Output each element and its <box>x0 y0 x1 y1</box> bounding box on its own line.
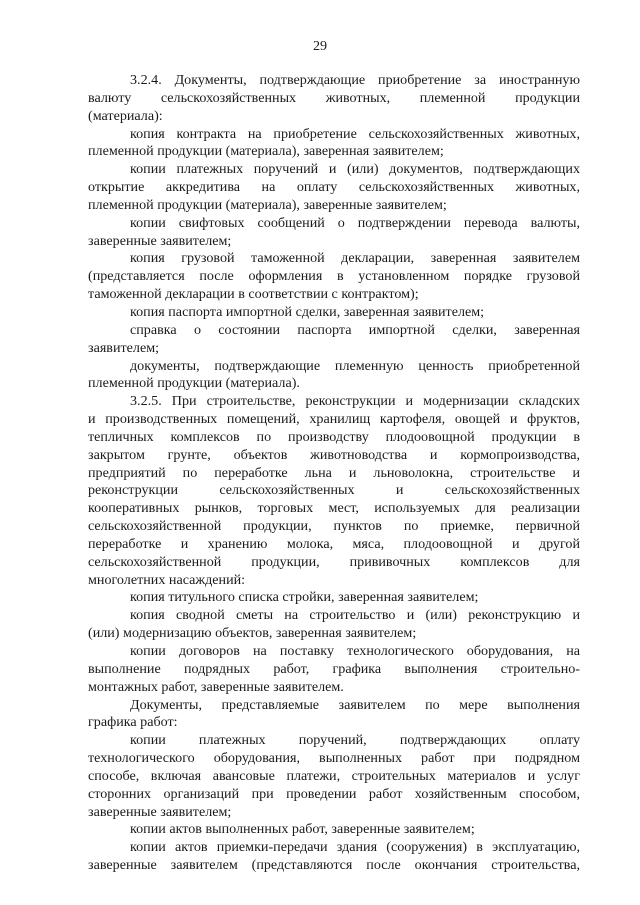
list-item <box>88 161 580 215</box>
text-line: таможенной декларации в соответствии с контрактом); <box>88 286 419 303</box>
page-number: 29 <box>312 38 328 54</box>
text-line: монтажных работ, заверенные заявителем. <box>88 678 344 695</box>
text-line: реконструкции сельскохозяйственных и сельскохозяйственных <box>88 482 580 499</box>
text-line: сторонних организаций при проведении работ хозяйственным способом, <box>88 785 580 802</box>
text-line: копия титульного списка стройки, заверенная заявителем; <box>130 589 479 606</box>
text-line: способе, включая авансовые платежи, строительных материалов и услуг <box>88 767 580 784</box>
paragraph <box>88 72 580 126</box>
text-line: многолетних насаждений: <box>88 571 246 588</box>
text-line: Документы, представляемые заявителем по мере выполнения <box>130 696 580 713</box>
text-line: копия сводной сметы на строительство и (или) реконструкцию и <box>130 607 580 624</box>
text-line: 3.2.5. При строительстве, реконструкции и модернизации складских <box>130 393 580 410</box>
text-line: закрытом грунте, объектов животноводства и кормопроизводства, <box>88 446 580 463</box>
text-line: открытие аккредитива на оплату сельскохозяйственных животных, <box>88 179 580 196</box>
list-item <box>88 839 580 875</box>
text-line: копии договоров на поставку технологического оборудования, на <box>130 643 580 659</box>
text-line: технологического оборудования, выполненных работ при подрядном <box>88 750 580 767</box>
list-item <box>88 589 580 607</box>
text-line: копии платежных поручений, подтверждающих оплату <box>130 732 580 749</box>
page-body <box>88 72 580 875</box>
text-line: копия паспорта импортной сделки, заверенная заявителем; <box>130 303 485 320</box>
text-line: заверенные заявителем (представляются после окончания строительства, <box>88 857 580 874</box>
text-line: тепличных комплексов по производству плодоовощной продукции в <box>88 428 580 445</box>
text-line: копии актов выполненных работ, заверенные заявителем; <box>130 821 475 838</box>
text-line: (или) модернизацию объектов, заверенная заявителем; <box>88 625 417 642</box>
text-line: сельскохозяйственной продукции, пунктов по приемке, первичной <box>88 518 580 535</box>
text-line: заверенные заявителем; <box>88 803 232 820</box>
list-item <box>88 304 580 322</box>
text-line: выполнение подрядных работ, графика выполнения строительно- <box>88 660 580 677</box>
paragraph <box>88 393 580 589</box>
text-line: копии платежных поручений и (или) документов, подтверждающих <box>130 161 580 178</box>
list-item <box>88 358 580 394</box>
text-line: сельскохозяйственной продукции, прививочных комплексов для <box>88 553 580 570</box>
text-line: и производственных помещений, хранилищ картофеля, овощей и фруктов, <box>88 411 580 428</box>
text-line: копии актов приемки-передачи здания (сооружения) в эксплуатацию, <box>130 839 580 856</box>
text-line: документы, подтверждающие племенную ценность приобретенной <box>130 357 580 374</box>
text-line: (представляется после оформления в установленном порядке грузовой <box>88 268 580 285</box>
paragraph <box>88 697 580 733</box>
text-line: кооперативных рынков, торговых мест, используемых для реализации <box>88 500 580 517</box>
list-item <box>88 643 580 697</box>
text-line: племенной продукции (материала). <box>88 375 300 392</box>
list-item <box>88 322 580 358</box>
list-item <box>88 732 580 821</box>
text-line: копия грузовой таможенной декларации, заверенная заявителем <box>130 250 580 267</box>
text-line: племенной продукции (материала), заверенные заявителем; <box>88 196 447 213</box>
text-line: 3.2.4. Документы, подтверждающие приобретение за иностранную <box>130 72 580 88</box>
list-item <box>88 821 580 839</box>
text-line: племенной продукции (материала), заверенная заявителем; <box>88 143 444 160</box>
list-item <box>88 607 580 643</box>
text-line: копии свифтовых сообщений о подтверждении перевода валюты, <box>130 214 580 231</box>
list-item <box>88 126 580 162</box>
text-line: графика работ: <box>88 714 178 731</box>
text-line: копия контракта на приобретение сельскохозяйственных животных, <box>130 125 580 142</box>
text-line: переработке и хранению молока, мяса, плодоовощной и другой <box>88 535 580 552</box>
text-line: справка о состоянии паспорта импортной сделки, заверенная <box>130 321 580 338</box>
list-item <box>88 215 580 251</box>
text-line: заверенные заявителем; <box>88 232 232 249</box>
text-line: заявителем; <box>88 339 160 356</box>
text-line: предприятий по переработке льна и льноволокна, строительстве и <box>88 464 580 481</box>
text-line: валюту сельскохозяйственных животных, племенной продукции <box>88 89 580 106</box>
list-item <box>88 250 580 304</box>
text-line: (материала): <box>88 107 163 124</box>
